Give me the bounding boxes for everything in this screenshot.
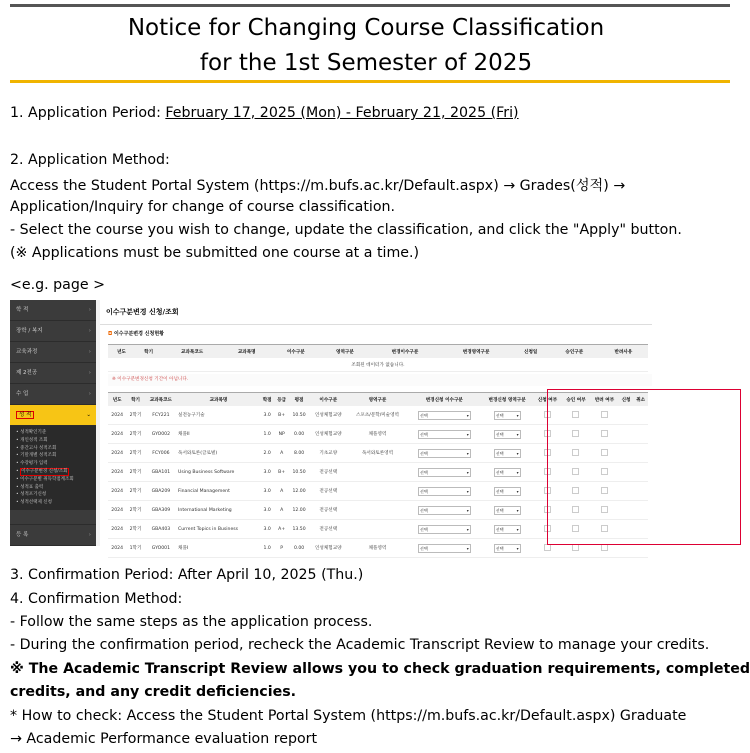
table-cell: GYO001 (145, 539, 177, 558)
table-cell: 2024 (108, 539, 126, 558)
submenu-item[interactable]: • 성적포기신청 (16, 492, 47, 498)
table-cell: 채플II (177, 425, 260, 444)
chevron-right-icon: › (88, 532, 91, 538)
application-status-table (108, 344, 648, 372)
table-cell: 1.0 (260, 425, 275, 444)
table-cell: 0.00 (289, 425, 309, 444)
table-cell: B+ (274, 463, 289, 482)
table-cell: P (274, 539, 289, 558)
classification-select[interactable]: 선택 ▾ (494, 487, 521, 496)
table-cell: 1.0 (260, 539, 275, 558)
column-header: 이수구분 (309, 393, 347, 407)
sidebar-item-label: 성 적 (16, 411, 34, 419)
table-cell: 2024 (108, 425, 126, 444)
column-header: 반려 여부 (590, 393, 619, 407)
sidebar-item-label: 교육과정 (16, 349, 38, 355)
table-cell: 2024 (108, 463, 126, 482)
column-header: 변경신청 영역구분 (481, 393, 533, 407)
table-cell (347, 482, 407, 501)
submenu-item[interactable]: • 성적선택제 신청 (16, 500, 52, 506)
table-cell: GYO002 (145, 425, 177, 444)
table-cell (347, 463, 407, 482)
column-header: 변경영역구분 (441, 345, 512, 359)
table-cell: 채플I (177, 539, 260, 558)
table-cell: 10.50 (289, 406, 309, 425)
table-cell: 독서와토론(글로벌) (177, 444, 260, 463)
example-screenshot (10, 300, 652, 551)
classification-select[interactable]: 선택 ▾ (494, 449, 521, 458)
column-header: 영역구분 (347, 393, 407, 407)
period-notice: ※ 이수구분변경신청 기간이 아닙니다. (108, 374, 652, 386)
classification-select[interactable]: 선택 ▾ (494, 411, 521, 420)
column-header: 년도 (108, 393, 126, 407)
confirmation-period-label: 3. Confirmation Period: (10, 567, 178, 583)
table-cell: 0.00 (289, 539, 309, 558)
portal-sidebar (10, 300, 96, 546)
table-cell: 2.0 (260, 444, 275, 463)
confirmation-method-line-3: ※ The Academic Transcript Review allows you to check graduation requirements, completed (10, 661, 750, 677)
table-cell: 스포츠/문학/미술영역 (347, 406, 407, 425)
chevron-right-icon: › (88, 349, 91, 355)
table-cell: 3.0 (260, 463, 275, 482)
sidebar-submenu (10, 426, 96, 510)
table-cell: 2024 (108, 501, 126, 520)
application-method-line-2: Application/Inquiry for change of course classification. (10, 199, 396, 215)
portal-main (100, 300, 652, 551)
classification-select[interactable]: 선택 ▾ (418, 544, 471, 553)
chevron-right-icon: › (88, 370, 91, 376)
sidebar-item-1[interactable] (10, 321, 96, 342)
submenu-item[interactable]: • 성적확인기준 (16, 430, 47, 435)
confirmation-method-line-1: - Follow the same steps as the application process. (10, 614, 373, 630)
application-period (10, 105, 519, 121)
confirmation-method-line-2: - During the confirmation period, recheck the Academic Transcript Review to manage your credits. (10, 637, 710, 653)
table-cell: A+ (274, 520, 289, 539)
table-cell: 2학기 (126, 501, 144, 520)
top-rule (10, 4, 730, 7)
table-cell: 2학기 (126, 425, 144, 444)
application-period-value: February 17, 2025 (Mon) - February 21, 2025 (Fri) (165, 105, 519, 121)
sidebar-item-label: 제 2전공 (16, 370, 38, 376)
submenu-item[interactable]: • 기말개별 성적조회 (16, 453, 57, 459)
table-cell: 전공선택 (309, 501, 347, 520)
classification-select[interactable]: 선택 ▾ (418, 506, 471, 515)
table-cell: 인성체험교양 (309, 406, 347, 425)
table-cell: GBA309 (145, 501, 177, 520)
application-method-line-1: Access the Student Portal System (https://m.bufs.ac.kr/Default.aspx) → Grades(성적) → (10, 178, 626, 194)
table-cell: 2024 (108, 482, 126, 501)
table-cell: 2학기 (126, 520, 144, 539)
column-header: 년도 (108, 345, 135, 359)
table-cell: 3.0 (260, 482, 275, 501)
classification-select[interactable]: 선택 ▾ (494, 525, 521, 534)
classification-select[interactable]: 선택 ▾ (418, 430, 471, 439)
table-cell (347, 501, 407, 520)
table-cell: A (274, 482, 289, 501)
column-header: 학기 (135, 345, 162, 359)
table-cell: Current Topics in Business (177, 520, 260, 539)
confirmation-method-heading: 4. Confirmation Method: (10, 591, 183, 607)
table-cell: 인성체험교양 (309, 425, 347, 444)
chevron-right-icon: › (88, 307, 91, 313)
classification-select[interactable]: 선택 ▾ (418, 525, 471, 534)
table-cell: 전공선택 (309, 482, 347, 501)
chevron-down-icon: ⌄ (86, 412, 91, 418)
application-method-line-3: - Select the course you wish to change, update the classification, and click the "Apply" button. (10, 222, 682, 238)
table-cell: 2024 (108, 444, 126, 463)
table-cell: 2학기 (126, 444, 144, 463)
table-cell: 기초교양 (309, 444, 347, 463)
table-cell: A (274, 444, 289, 463)
table-cell: 2학기 (126, 406, 144, 425)
table-cell: NP (274, 425, 289, 444)
column-header: 승인구분 (550, 345, 599, 359)
column-header: 평점 (289, 393, 309, 407)
table-cell (347, 520, 407, 539)
submenu-item[interactable]: • 수강평가 입력 (16, 461, 48, 467)
confirmation-method-line-4: credits, and any credit deficiencies. (10, 684, 297, 700)
table-cell: 채플영역 (347, 539, 407, 558)
table-cell: B+ (274, 406, 289, 425)
classification-select[interactable]: 선택 ▾ (494, 430, 521, 439)
sidebar-item-4[interactable] (10, 384, 96, 405)
column-header: 승인 여부 (562, 393, 591, 407)
portal-page-title: 이수구분변경 신청/조회 (100, 300, 652, 325)
table-cell: GBA209 (145, 482, 177, 501)
chevron-right-icon: › (88, 328, 91, 334)
table-cell: GBA403 (145, 520, 177, 539)
classification-select[interactable]: 선택 ▾ (494, 544, 521, 553)
example-label: <e.g. page > (10, 277, 105, 293)
submenu-item[interactable]: • 이수구분별 취득학점계조회 (16, 476, 74, 482)
empty-message: 조회된 데이터가 없습니다. (108, 358, 648, 372)
section-a-title: ◘ 이수구분변경 신청현황 (108, 331, 164, 337)
table-cell: 실전농구기술 (177, 406, 260, 425)
sidebar-item-3[interactable] (10, 363, 96, 384)
sidebar-item-label: 학 적 (16, 307, 29, 313)
classification-select[interactable]: 선택 ▾ (418, 487, 471, 496)
table-cell: GBA101 (145, 463, 177, 482)
table-cell: 8.00 (289, 444, 309, 463)
sidebar-item-2[interactable] (10, 342, 96, 363)
sidebar-item-label: 장학 / 복지 (16, 328, 43, 334)
column-header: 교과목명 (177, 393, 260, 407)
confirmation-method-line-6: → Academic Performance evaluation report (10, 731, 318, 747)
column-header: 반려사유 (599, 345, 648, 359)
table-cell: 10.50 (289, 463, 309, 482)
application-method-line-4: (※ Applications must be submitted one course at a time.) (10, 245, 420, 261)
application-method-heading: 2. Application Method: (10, 152, 170, 168)
table-cell: 2학기 (126, 482, 144, 501)
table-cell: 2024 (108, 406, 126, 425)
column-header: 교과목명 (222, 345, 271, 359)
table-cell: FCY221 (145, 406, 177, 425)
highlight-box (547, 389, 741, 545)
column-header: 신청 여부 (533, 393, 562, 407)
table-cell: 독서와토론영역 (347, 444, 407, 463)
submenu-item-course-change[interactable]: • 이수구분변경 신청/조회 (16, 468, 68, 474)
application-period-label: 1. Application Period: (10, 105, 166, 121)
table-cell: 3.0 (260, 501, 275, 520)
table-cell: 채플영역 (347, 425, 407, 444)
column-header: 학점 (260, 393, 275, 407)
table-cell: 전공선택 (309, 520, 347, 539)
classification-select[interactable]: 선택 ▾ (418, 411, 471, 420)
column-header: 변경신청 이수구분 (408, 393, 481, 407)
table-cell: 2학기 (126, 463, 144, 482)
sidebar-item-label: 등 록 (16, 532, 29, 538)
confirmation-period (10, 567, 363, 583)
sidebar-item-0[interactable] (10, 300, 96, 321)
column-header: 변경이수구분 (369, 345, 440, 359)
column-header: 신청 (619, 393, 634, 407)
classification-select[interactable]: 선택 ▾ (418, 449, 471, 458)
confirmation-period-value: After April 10, 2025 (Thu.) (177, 567, 364, 583)
table-cell: 3.0 (260, 406, 275, 425)
column-header: 신청일 (512, 345, 550, 359)
classification-select[interactable]: 선택 ▾ (494, 468, 521, 477)
column-header: 교과목코드 (145, 393, 177, 407)
table-cell: A (274, 501, 289, 520)
table-cell: 3.0 (260, 520, 275, 539)
page-title-line-1: Notice for Changing Course Classification (127, 15, 605, 41)
classification-select[interactable]: 선택 ▾ (494, 506, 521, 515)
sidebar-item-registration[interactable] (10, 524, 96, 546)
table-cell: 1학기 (126, 539, 144, 558)
sidebar-item-grades[interactable] (10, 405, 96, 426)
column-header: 이수구분 (271, 345, 320, 359)
column-header: 등급 (274, 393, 289, 407)
submenu-item[interactable]: • 성적표 출력 (16, 484, 44, 490)
table-cell: 12.00 (289, 501, 309, 520)
table-cell: 2024 (108, 520, 126, 539)
table-cell: Using Business Software (177, 463, 260, 482)
submenu-item[interactable]: • 중간고사 성적조회 (16, 445, 57, 451)
table-cell: International Marketing (177, 501, 260, 520)
column-header: 영역구분 (320, 345, 369, 359)
chevron-right-icon: › (88, 391, 91, 397)
column-header: 취소 (633, 393, 648, 407)
table-cell: 13.50 (289, 520, 309, 539)
table-cell: 인성체험교양 (309, 539, 347, 558)
column-header: 교과목코드 (162, 345, 222, 359)
table-cell: 전공선택 (309, 463, 347, 482)
classification-select[interactable]: 선택 ▾ (418, 468, 471, 477)
table-cell: 12.00 (289, 482, 309, 501)
table-cell: FCY006 (145, 444, 177, 463)
confirmation-method-line-5: * How to check: Access the Student Portal System (https://m.bufs.ac.kr/Default.aspx) Graduate (10, 708, 687, 724)
sidebar-item-label: 수 업 (16, 391, 29, 397)
page-title-line-2: for the 1st Semester of 2025 (199, 50, 533, 76)
submenu-item[interactable]: • 개인성적 조회 (16, 437, 48, 443)
title-underline (10, 80, 730, 83)
column-header: 학기 (126, 393, 144, 407)
table-cell: Financial Management (177, 482, 260, 501)
